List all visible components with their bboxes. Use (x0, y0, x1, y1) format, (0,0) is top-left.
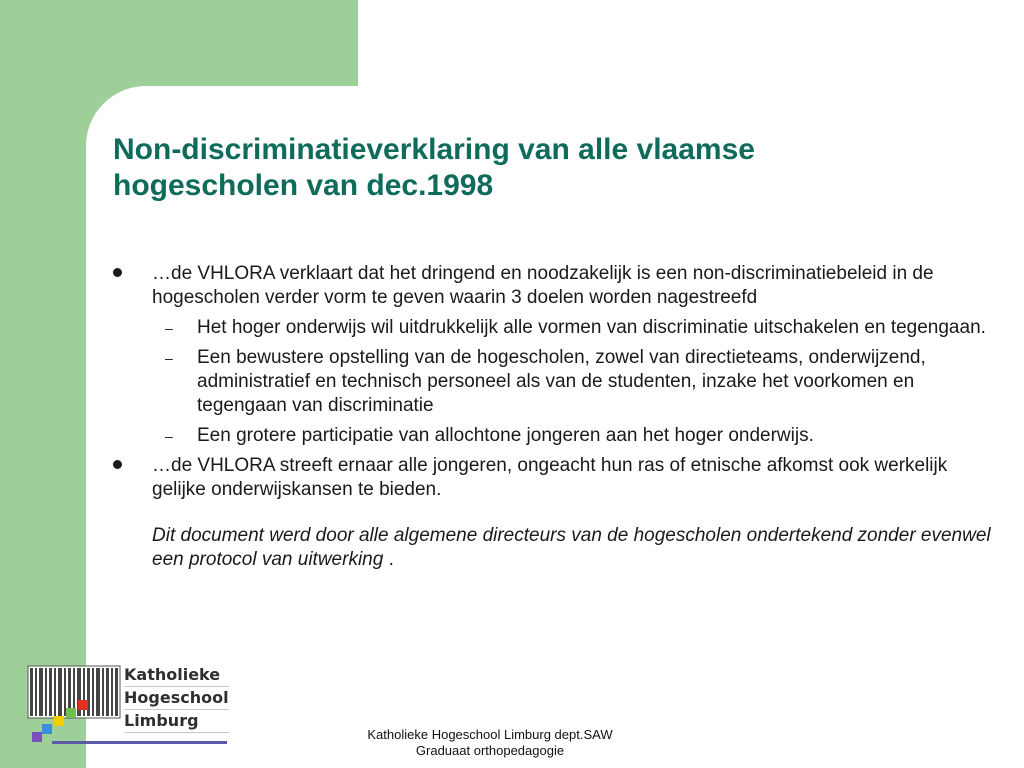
note-italic-text: Dit document werd door alle algemene directeurs van de hogescholen ondertekend zonder evenwel een protocol van uitwerking (152, 525, 991, 570)
logo-line-2: Hogeschool (124, 687, 229, 710)
bullet-1-text: …de VHLORA verklaart dat het dringend en noodzakelijk is een non-discriminatiebeleid in de hogescholen verder vorm te geven waarin 3 doelen worden nagestreefd (152, 263, 934, 308)
footer (330, 727, 650, 759)
subbullet-3 (113, 424, 1003, 448)
subbullet-1 (113, 316, 1003, 340)
signature-note (113, 524, 1003, 572)
dash-icon: – (165, 320, 173, 336)
dash-icon: – (165, 428, 173, 444)
subbullet-2 (113, 346, 1003, 418)
logo-underline (52, 741, 227, 744)
subbullet-1-text: Het hoger onderwijs wil uitdrukkelijk alle vormen van discriminatie uitschakelen en tegengaan. (197, 317, 986, 338)
green-left-band (0, 0, 86, 768)
subbullet-2-text: Een bewustere opstelling van de hogescholen, zowel van directieteams, onderwijzend, administratief en technisch personeel als van de studenten, inzake het voorkomen en tegengaan van discriminatie (197, 347, 926, 416)
bullet-dot-icon (113, 268, 122, 277)
bullet-dot-icon (113, 460, 122, 469)
bullet-1 (113, 262, 1003, 310)
logo-line-1: Katholieke (124, 664, 229, 687)
dash-icon: – (165, 350, 173, 366)
school-logo-text (124, 664, 229, 733)
title-line-1: Non-discriminatieverklaring van alle vlaamse (113, 133, 755, 166)
bullet-2 (113, 454, 1003, 502)
footer-line-2: Graduaat orthopedagogie (415, 743, 565, 758)
footer-line-1: Katholieke Hogeschool Limburg dept.SAW (367, 727, 613, 742)
bullet-2-text: …de VHLORA streeft ernaar alle jongeren, ongeacht hun ras of etnische afkomst ook werkelijk gelijke onderwijskansen te bieden. (152, 455, 948, 500)
logo-line-3: Limburg (124, 710, 229, 733)
subbullet-3-text: Een grotere participatie van allochtone jongeren aan het hoger onderwijs. (197, 425, 814, 446)
note-end: . (383, 549, 394, 570)
slide-title (113, 132, 993, 204)
title-line-2: hogescholen van dec.1998 (113, 169, 494, 202)
slide-body (113, 262, 1003, 572)
